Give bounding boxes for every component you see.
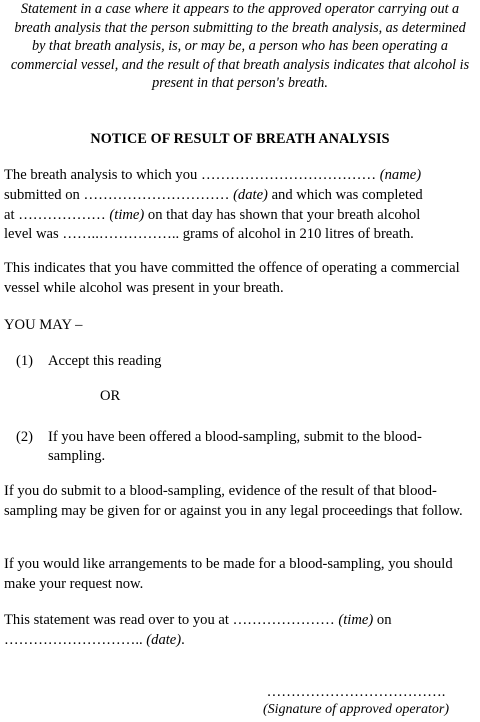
result-paragraph	[4, 166, 474, 245]
read-time-label: (time)	[338, 612, 374, 628]
result-line-2: submitted on ………………………… (date) and which was completed	[4, 186, 423, 203]
read-over-line-2: ……………………….. (date).	[4, 631, 185, 648]
signature-label: (Signature of approved operator)	[263, 702, 449, 717]
you-may-heading: YOU MAY –	[4, 317, 83, 333]
option-1-number: (1)	[16, 353, 34, 369]
signature-blank: ……………………………….	[266, 684, 446, 700]
request-paragraph: If you would like arrangements to be made for a blood-sampling, you should make your request now.	[4, 556, 453, 592]
option-1-text: Accept this reading	[48, 353, 162, 369]
notice-title: NOTICE OF RESULT OF BREATH ANALYSIS	[90, 131, 390, 147]
level-blank: ……..……………..	[62, 226, 180, 243]
option-2-number: (2)	[16, 429, 34, 445]
date-blank: …………………………	[83, 186, 230, 203]
time-label: (time)	[109, 206, 145, 223]
read-over-line-1: This statement was read over to you at ………………… (time) on	[4, 612, 392, 628]
result-line-3: at ……………… (time) on that day has shown that your breath alcohol	[4, 206, 421, 223]
date-label: (date)	[233, 186, 268, 203]
time-blank: ………………	[18, 206, 106, 223]
intro-statement: Statement in a case where it appears to the approved operator carrying out a breath analysis that the person submitting to the breath analysis, as determined by that breath analysis, is, or may be, a person who has been operating a commercial vessel, and the result of that breath analysis indicates that alcohol is present in that person's breath.	[10, 1, 470, 92]
name-label: (name)	[379, 167, 422, 183]
offence-paragraph: This indicates that you have committed the offence of operating a commercial vessel while alcohol was present in your breath.	[4, 260, 460, 296]
read-date-label: (date)	[146, 631, 182, 648]
or-separator: OR	[100, 388, 121, 404]
name-blank: ………………………………	[200, 167, 377, 183]
read-date-blank: ………………………..	[4, 631, 143, 648]
result-line-1: The breath analysis to which you ……………………………… (name)	[4, 167, 422, 183]
option-2-text: If you have been offered a blood-sampling, submit to the blood-sampling.	[48, 429, 422, 464]
evidence-paragraph: If you do submit to a blood-sampling, evidence of the result of that blood-sampling may be given for or against you in any legal proceedings that follow.	[4, 483, 463, 519]
read-over-paragraph	[4, 611, 474, 651]
read-time-blank: …………………	[232, 612, 335, 628]
result-line-4: level was ……..…………….. grams of alcohol in 210 litres of breath.	[4, 226, 414, 243]
